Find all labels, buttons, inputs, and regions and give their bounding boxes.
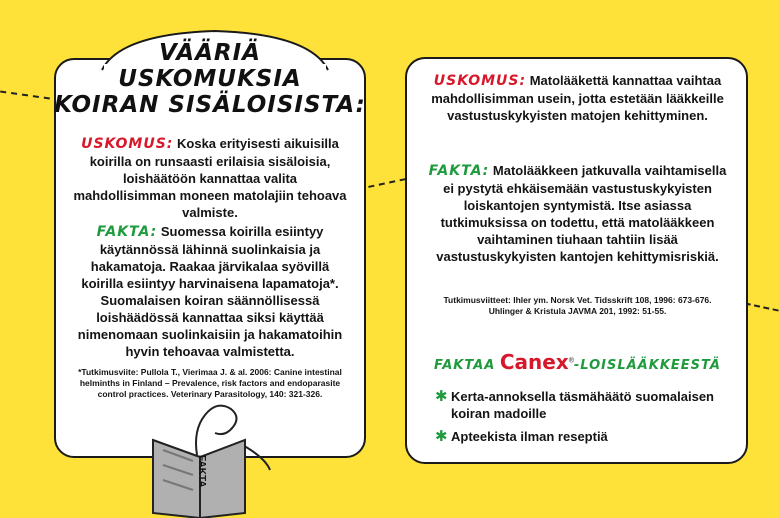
right-reference-1: Tutkimusviitteet: Ihler ym. Norsk Vet. Tidsskrift 108, 1996: 673-676. [443, 295, 712, 305]
benefit-text-2: Apteekista ilman reseptiä [451, 429, 608, 444]
right-myth-block [425, 72, 730, 124]
right-fact-block [425, 162, 730, 265]
title-line-2: USKOMUKSIA [118, 66, 302, 92]
book-label: FAKTA [196, 455, 207, 488]
right-reference-2: Uhlinger & Kristula JAVMA 201, 1992: 51-55. [488, 306, 667, 316]
registered-mark-icon: ® [568, 357, 574, 365]
dashed-line-middle [368, 178, 406, 188]
book-illustration [145, 395, 285, 518]
brand-name: Canex [499, 350, 569, 374]
title-line-1: VÄÄRIÄ [159, 40, 261, 66]
left-myth-block [70, 135, 350, 221]
left-myth-text: Koska erityisesti aikuisilla koirilla on runsaasti erilaisia sisäloisia, loishäätöön kannattaa valita mahdollisimman moneen matolajiin tehoava valmiste. [73, 136, 347, 220]
left-fact-block [70, 223, 350, 360]
benefit-item-2 [435, 428, 735, 445]
right-fact-label: FAKTA: [428, 163, 490, 179]
dashed-line-left [0, 91, 50, 100]
brand-suffix: -LOISLÄÄKKEESTÄ [573, 358, 721, 373]
right-myth-label: USKOMUS: [433, 73, 527, 89]
left-footnote: *Tutkimusviite: Pullola T., Vierimaa J. & al. 2006: Canine intestinal helminths in Finland – Prevalence, risk factors and endoparasite control practices. Veterinary Parasitology, 140: 321-326. [78, 367, 342, 399]
benefit-text-1: Kerta-annoksella täsmähäätö suomalaisen koiran madoille [451, 389, 714, 421]
right-fact-text: Matolääkkeen jatkuvalla vaihtamisella ei pystytä ehkäisemään vastustuskykyisten loiskantojen syntymistä. Itse asiassa tutkimuksissa on todettu, että matolääkkeen vaihtaminen tiuhaan tahtiin lisää vastustuskykyisten kantojen kehittymisriskiä. [436, 163, 727, 264]
right-myth-text: Matolääkettä kannattaa vaihtaa mahdollisimman usein, jotta estetään lääkkeille vastustuskykyisten matojen kehittyminen. [431, 73, 724, 123]
benefit-item-1 [435, 388, 735, 422]
page-title [54, 40, 366, 118]
right-references [425, 295, 730, 317]
title-line-3: KOIRAN SISÄLOISISTA: [54, 92, 366, 118]
star-bullet-icon: ✱ [435, 388, 448, 405]
left-fact-text: Suomessa koirilla esiintyy käytännössä lähinnä suolinkaisia ja hakamatoja. Raakaa järvikalaa syövillä koirilla esiintyy harvinaisena lapamatoja*. Suomalaisen koiran säännöllisessä loishäädössä kannattaa siksi käyttää nimenomaan suolinkaisiin ja hakamatoihin hyvin tehoavaa valmistetta. [77, 224, 343, 359]
brand-prefix: FAKTAA [434, 358, 496, 373]
benefit-list [435, 388, 735, 451]
brand-heading [425, 350, 730, 374]
left-myth-label: USKOMUS: [81, 136, 174, 152]
star-bullet-icon: ✱ [435, 428, 448, 445]
left-fact-label: FAKTA: [96, 224, 158, 240]
